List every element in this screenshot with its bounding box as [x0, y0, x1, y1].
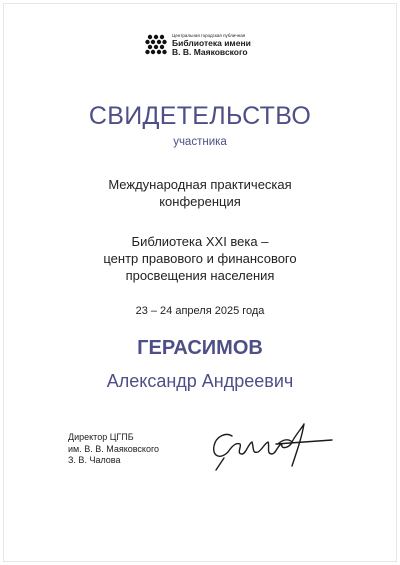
- handwritten-signature: [206, 414, 338, 474]
- signatory-block: [68, 432, 159, 467]
- topic-line-2: центр правового и финансового: [103, 251, 297, 266]
- certificate-title: СВИДЕТЕЛЬСТВО: [88, 102, 312, 130]
- signatory-line-2: им. В. В. Маяковского: [68, 443, 160, 454]
- library-logo: [145, 33, 251, 57]
- logo-text: [172, 33, 251, 57]
- conference-line-2: конференция: [159, 194, 241, 209]
- library-dots-logo-icon: [145, 34, 167, 56]
- conference-name: [0, 176, 400, 210]
- topic-line-3: просвещения населения: [125, 268, 275, 283]
- conference-line-1: Международная практическая: [108, 177, 292, 192]
- recipient-given-names: Александр Андреевич: [106, 371, 294, 391]
- signatory-line-1: Директор ЦГПБ: [68, 432, 134, 442]
- signatory-line-3: З. В. Чалова: [68, 455, 121, 465]
- logo-line-1: Центральная городская публичная: [172, 33, 246, 38]
- certificate-subtitle: участника: [173, 136, 227, 148]
- logo-line-2: Библиотека имени: [172, 38, 251, 48]
- logo-line-3: В. В. Маяковского: [172, 47, 248, 57]
- topic-line-1: Библиотека XXI века –: [131, 234, 269, 249]
- recipient-surname: ГЕРАСИМОВ: [137, 337, 263, 359]
- conference-topic: [0, 233, 400, 284]
- conference-dates: 23 – 24 апреля 2025 года: [135, 305, 265, 317]
